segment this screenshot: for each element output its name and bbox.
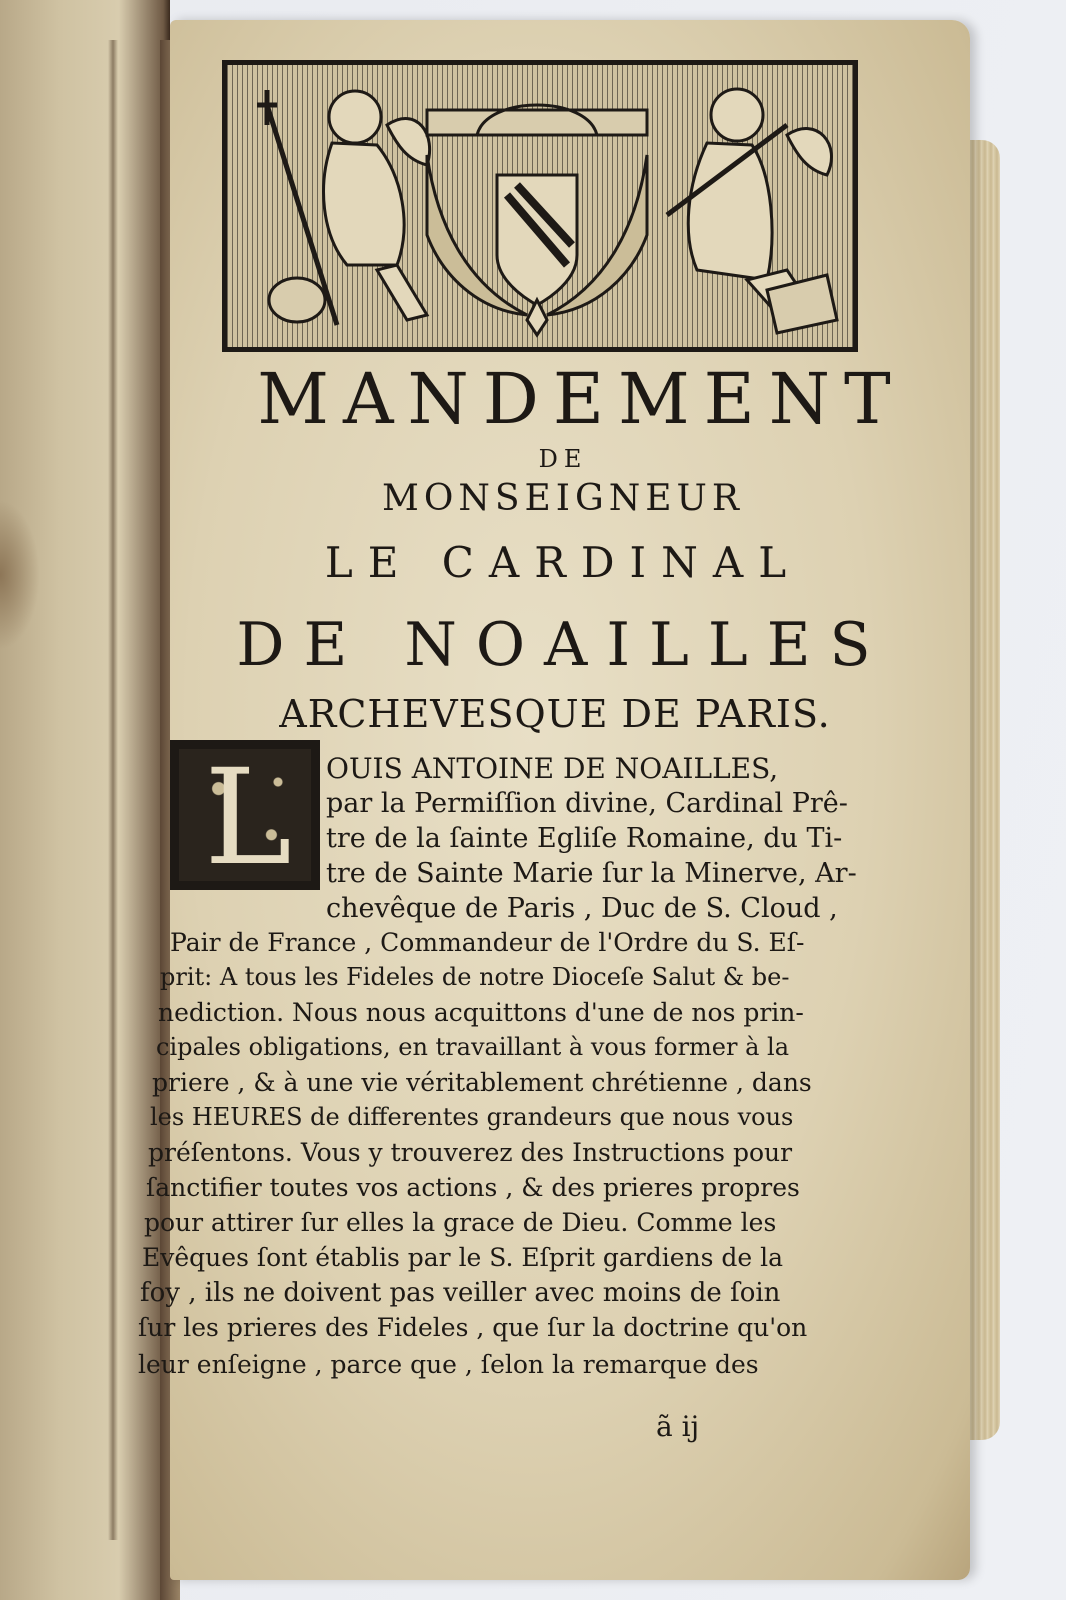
headpiece-engraving (227, 65, 853, 347)
body-line: les HEURES de differentes grandeurs que nous vous (150, 1103, 794, 1131)
body-line: nediction. Nous nous acquittons d'une de nos prin- (158, 998, 804, 1027)
left-page-fold (108, 40, 118, 1540)
body-line: cipales obligations, en travaillant à vous former à la (156, 1033, 790, 1061)
title-archevesque: ARCHEVESQUE DE PARIS. (279, 692, 831, 736)
body-line: ſanctifier toutes vos actions , & des prieres propres (146, 1173, 800, 1202)
body-line: tre de Sainte Marie ſur la Minerve, Ar- (326, 858, 857, 889)
signature-mark: ã ij (656, 1410, 700, 1443)
engraved-headpiece (222, 60, 858, 352)
body-line: foy , ils ne doivent pas veiller avec moins de ſoin (140, 1278, 781, 1308)
title-de: DE (538, 445, 588, 473)
ornamental-drop-cap (170, 740, 320, 890)
body-line: ſur les prieres des Fideles , que ſur la doctrine qu'on (138, 1313, 808, 1342)
body-line: chevêque de Paris , Duc de S. Cloud , (326, 893, 838, 924)
title-le-cardinal: LE CARDINAL (324, 538, 802, 587)
body-line: tre de la ſainte Egliſe Romaine, du Ti- (326, 823, 843, 854)
title-de-noailles: DE NOAILLES (236, 610, 890, 680)
body-line: par la Permiſſion divine, Cardinal Prê- (326, 788, 848, 819)
title-mandement: MANDEMENT (257, 358, 905, 440)
body-line: Pair de France , Commandeur de l'Ordre du S. Eſ- (170, 928, 805, 957)
body-line: priere , & à une vie véritablement chrétienne , dans (152, 1068, 812, 1097)
coat-of-arms (427, 105, 647, 335)
body-line: pour attirer ſur elles la grace de Dieu. Comme les (144, 1208, 777, 1237)
body-line: prit: A tous les Fideles de notre Dioceſe Salut & be- (160, 963, 790, 991)
drop-cap-letter: L (204, 741, 292, 890)
body-line: OUIS ANTOINE DE NOAILLES, (326, 752, 779, 785)
title-monseigneur: MONSEIGNEUR (381, 478, 745, 519)
body-line: Evêques ſont établis par le S. Eſprit gardiens de la (142, 1243, 784, 1272)
body-line: leur enſeigne , parce que , ſelon la remarque des (138, 1350, 759, 1379)
body-line: préſentons. Vous y trouverez des Instructions pour (148, 1138, 793, 1167)
